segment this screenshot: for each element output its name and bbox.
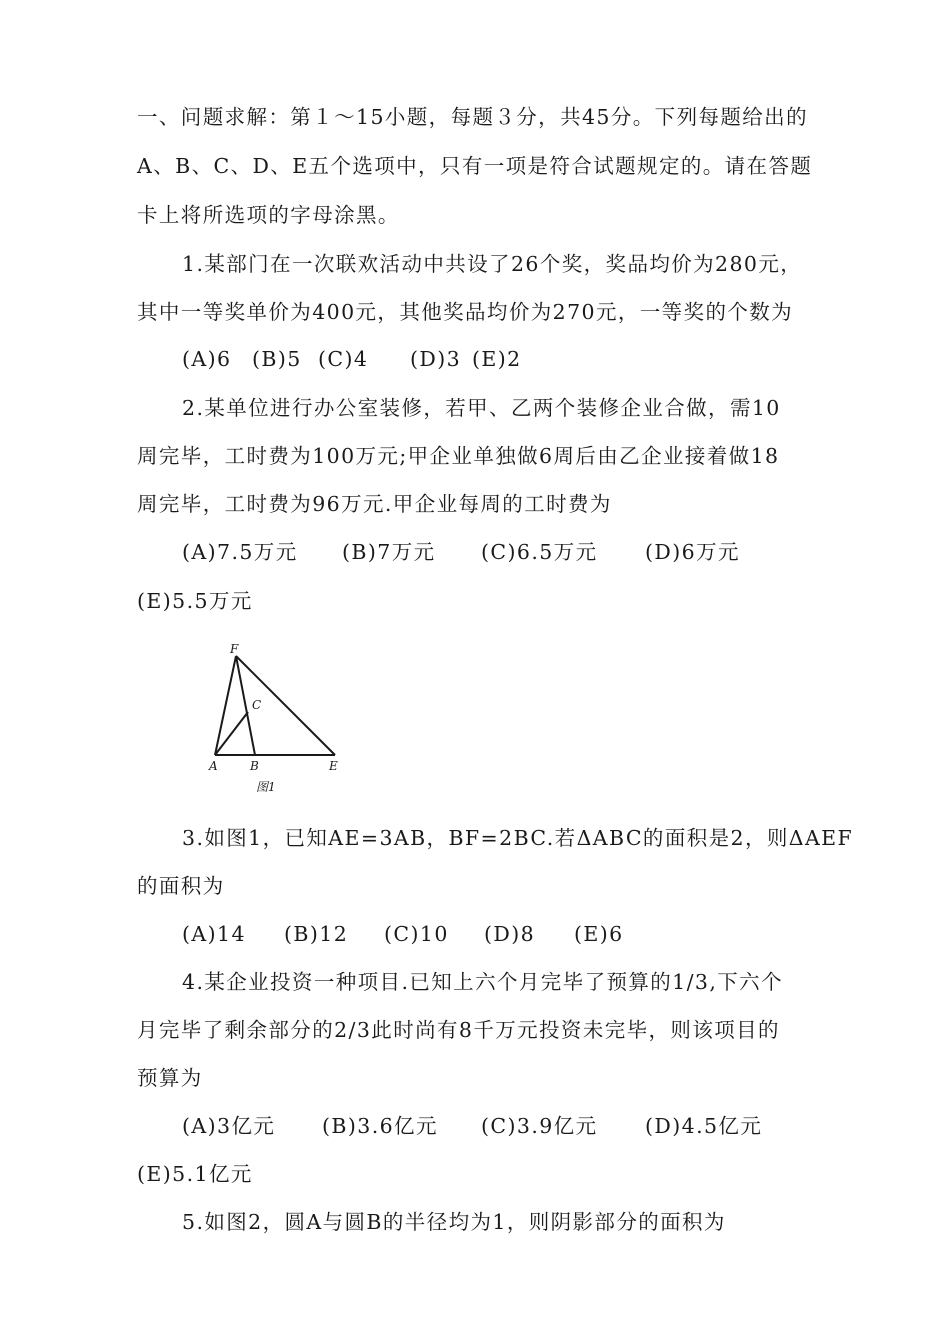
figure-1 [200,636,360,806]
label-c: C [252,698,262,712]
q2-option-b: (B)7万元 [342,540,436,564]
q3-option-d: (D)8 [484,922,536,946]
intro-line-1: 一、问题求解：第１～15小题，每题３分，共45分。下列每题给出的 [137,105,808,129]
label-f: F [230,642,239,656]
q3-line-2: 的面积为 [137,874,225,898]
triangle-diagram [200,636,360,806]
q4-option-d: (D)4.5亿元 [645,1114,763,1138]
figure-caption: 图1 [256,780,276,794]
q1-option-a: (A)6 [182,347,232,371]
q4-line-1: 4.某企业投资一种项目.已知上六个月完毕了预算的1/3,下六个 [182,970,783,994]
q2-option-a: (A)7.5万元 [182,540,298,564]
q1-option-d: (D)3 [410,347,462,371]
q4-option-c: (C)3.9亿元 [481,1114,598,1138]
q5-line-1: 5.如图2，圆A与圆B的半径均为1，则阴影部分的面积为 [182,1210,726,1234]
edge-fe [236,656,335,755]
q2-option-c: (C)6.5万元 [481,540,598,564]
q4-option-a: (A)3亿元 [182,1114,276,1138]
intro-line-3: 卡上将所选项的字母涂黑。 [137,203,400,227]
q1-option-e: (E)2 [472,347,522,371]
q3-option-c: (C)10 [384,922,449,946]
label-a: A [209,759,218,773]
q2-line-1: 2.某单位进行办公室装修，若甲、乙两个装修企业合做，需10 [182,396,781,420]
q1-line-2: 其中一等奖单价为400元，其他奖品均价为270元，一等奖的个数为 [137,300,794,324]
q4-line-3: 预算为 [137,1066,203,1090]
q3-line-1: 3.如图1，已知AE=3AB，BF=2BC.若ΔABC的面积是2，则ΔAEF [182,826,854,850]
q2-line-2: 周完毕，工时费为100万元;甲企业单独做6周后由乙企业接着做18 [137,444,780,468]
q1-option-c: (C)4 [318,347,369,371]
q2-option-e: (E)5.5万元 [137,589,253,613]
q2-option-d: (D)6万元 [645,540,740,564]
q3-option-e: (E)6 [574,922,624,946]
q1-option-b: (B)5 [252,347,302,371]
q4-option-e: (E)5.1亿元 [137,1162,253,1186]
q4-line-2: 月完毕了剩余部分的2/3此时尚有8千万元投资未完毕，则该项目的 [137,1018,780,1042]
label-e: E [329,759,338,773]
label-b: B [250,759,259,773]
q4-option-b: (B)3.6亿元 [322,1114,438,1138]
q1-line-1: 1.某部门在一次联欢活动中共设了26个奖，奖品均价为280元， [182,252,803,276]
q2-line-3: 周完毕，工时费为96万元.甲企业每周的工时费为 [137,492,612,516]
intro-line-2: A、B、C、D、E五个选项中，只有一项是符合试题规定的。请在答题 [137,154,813,178]
q3-option-b: (B)12 [284,922,349,946]
q3-option-a: (A)14 [182,922,246,946]
